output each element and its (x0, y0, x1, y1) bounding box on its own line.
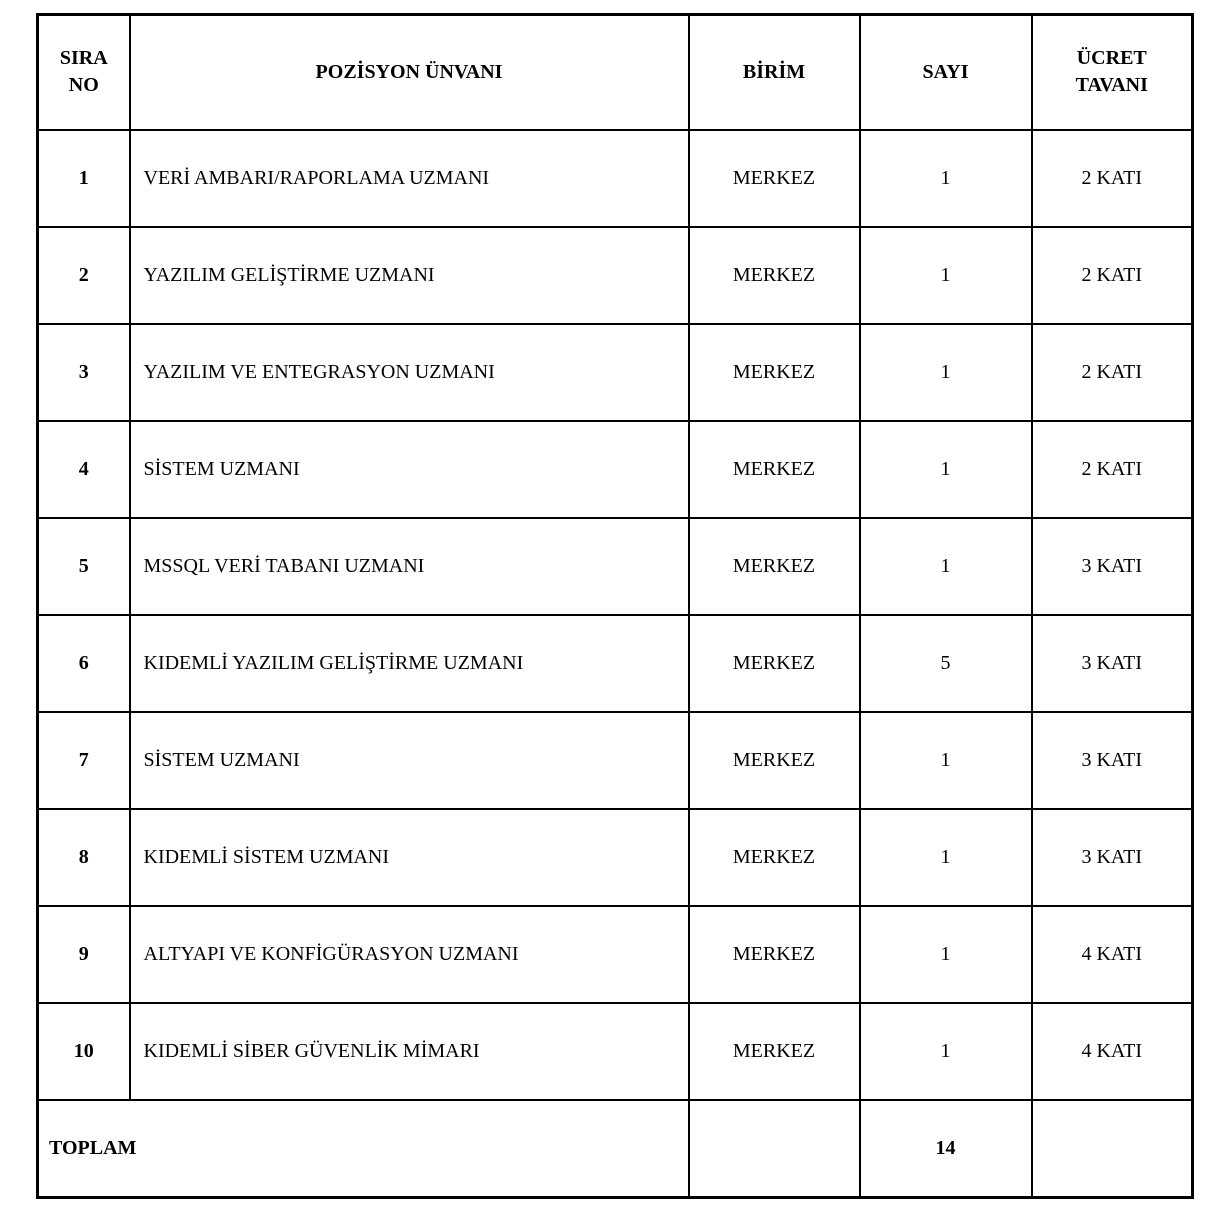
table-row (38, 324, 1193, 421)
cell-pozisyon-unvani: KIDEMLİ SİBER GÜVENLİK MİMARI (130, 1003, 689, 1100)
cell-sayi: 1 (860, 906, 1032, 1003)
total-row (38, 1100, 1193, 1198)
cell-sayi: 5 (860, 615, 1032, 712)
cell-pozisyon-unvani: KIDEMLİ SİSTEM UZMANI (130, 809, 689, 906)
header-sayi: SAYI (860, 15, 1032, 130)
cell-ucret-tavani: 3 KATI (1032, 615, 1193, 712)
table-row (38, 130, 1193, 227)
cell-sayi: 1 (860, 809, 1032, 906)
table-row (38, 421, 1193, 518)
cell-birim: MERKEZ (689, 518, 860, 615)
cell-ucret-tavani: 3 KATI (1032, 712, 1193, 809)
header-ucret-tavani: ÜCRET TAVANI (1032, 15, 1193, 130)
cell-sayi: 1 (860, 421, 1032, 518)
cell-sayi: 1 (860, 324, 1032, 421)
cell-ucret-tavani: 2 KATI (1032, 227, 1193, 324)
cell-birim: MERKEZ (689, 421, 860, 518)
total-sayi-value: 14 (860, 1100, 1032, 1198)
cell-pozisyon-unvani: MSSQL VERİ TABANI UZMANI (130, 518, 689, 615)
cell-sayi: 1 (860, 1003, 1032, 1100)
table-row (38, 809, 1193, 906)
header-sira-no: SIRA NO (38, 15, 130, 130)
cell-sira-no: 4 (38, 421, 130, 518)
cell-birim: MERKEZ (689, 324, 860, 421)
cell-ucret-tavani: 3 KATI (1032, 809, 1193, 906)
cell-pozisyon-unvani: KIDEMLİ YAZILIM GELİŞTİRME UZMANI (130, 615, 689, 712)
cell-sira-no: 9 (38, 906, 130, 1003)
cell-sira-no: 8 (38, 809, 130, 906)
cell-pozisyon-unvani: SİSTEM UZMANI (130, 421, 689, 518)
table-row (38, 906, 1193, 1003)
header-pozisyon-unvani: POZİSYON ÜNVANI (130, 15, 689, 130)
cell-sira-no: 2 (38, 227, 130, 324)
total-ucret-cell (1032, 1100, 1193, 1198)
cell-pozisyon-unvani: VERİ AMBARI/RAPORLAMA UZMANI (130, 130, 689, 227)
cell-sira-no: 1 (38, 130, 130, 227)
cell-birim: MERKEZ (689, 712, 860, 809)
cell-ucret-tavani: 2 KATI (1032, 130, 1193, 227)
cell-ucret-tavani: 4 KATI (1032, 1003, 1193, 1100)
cell-birim: MERKEZ (689, 1003, 860, 1100)
total-birim-cell (689, 1100, 860, 1198)
cell-pozisyon-unvani: YAZILIM VE ENTEGRASYON UZMANI (130, 324, 689, 421)
table-row (38, 615, 1193, 712)
cell-ucret-tavani: 3 KATI (1032, 518, 1193, 615)
cell-birim: MERKEZ (689, 809, 860, 906)
cell-sayi: 1 (860, 712, 1032, 809)
table-row (38, 518, 1193, 615)
cell-pozisyon-unvani: SİSTEM UZMANI (130, 712, 689, 809)
cell-ucret-tavani: 2 KATI (1032, 324, 1193, 421)
cell-birim: MERKEZ (689, 227, 860, 324)
table-row (38, 1003, 1193, 1100)
cell-birim: MERKEZ (689, 130, 860, 227)
cell-pozisyon-unvani: YAZILIM GELİŞTİRME UZMANI (130, 227, 689, 324)
cell-sayi: 1 (860, 130, 1032, 227)
cell-sira-no: 5 (38, 518, 130, 615)
positions-table (36, 13, 1194, 1199)
total-label: TOPLAM (38, 1100, 689, 1198)
cell-ucret-tavani: 4 KATI (1032, 906, 1193, 1003)
cell-birim: MERKEZ (689, 615, 860, 712)
cell-sayi: 1 (860, 227, 1032, 324)
table-row (38, 712, 1193, 809)
header-birim: BİRİM (689, 15, 860, 130)
cell-sira-no: 10 (38, 1003, 130, 1100)
cell-pozisyon-unvani: ALTYAPI VE KONFİGÜRASYON UZMANI (130, 906, 689, 1003)
cell-ucret-tavani: 2 KATI (1032, 421, 1193, 518)
cell-sayi: 1 (860, 518, 1032, 615)
table-row (38, 227, 1193, 324)
header-row (38, 15, 1193, 130)
cell-sira-no: 3 (38, 324, 130, 421)
cell-sira-no: 7 (38, 712, 130, 809)
cell-sira-no: 6 (38, 615, 130, 712)
cell-birim: MERKEZ (689, 906, 860, 1003)
